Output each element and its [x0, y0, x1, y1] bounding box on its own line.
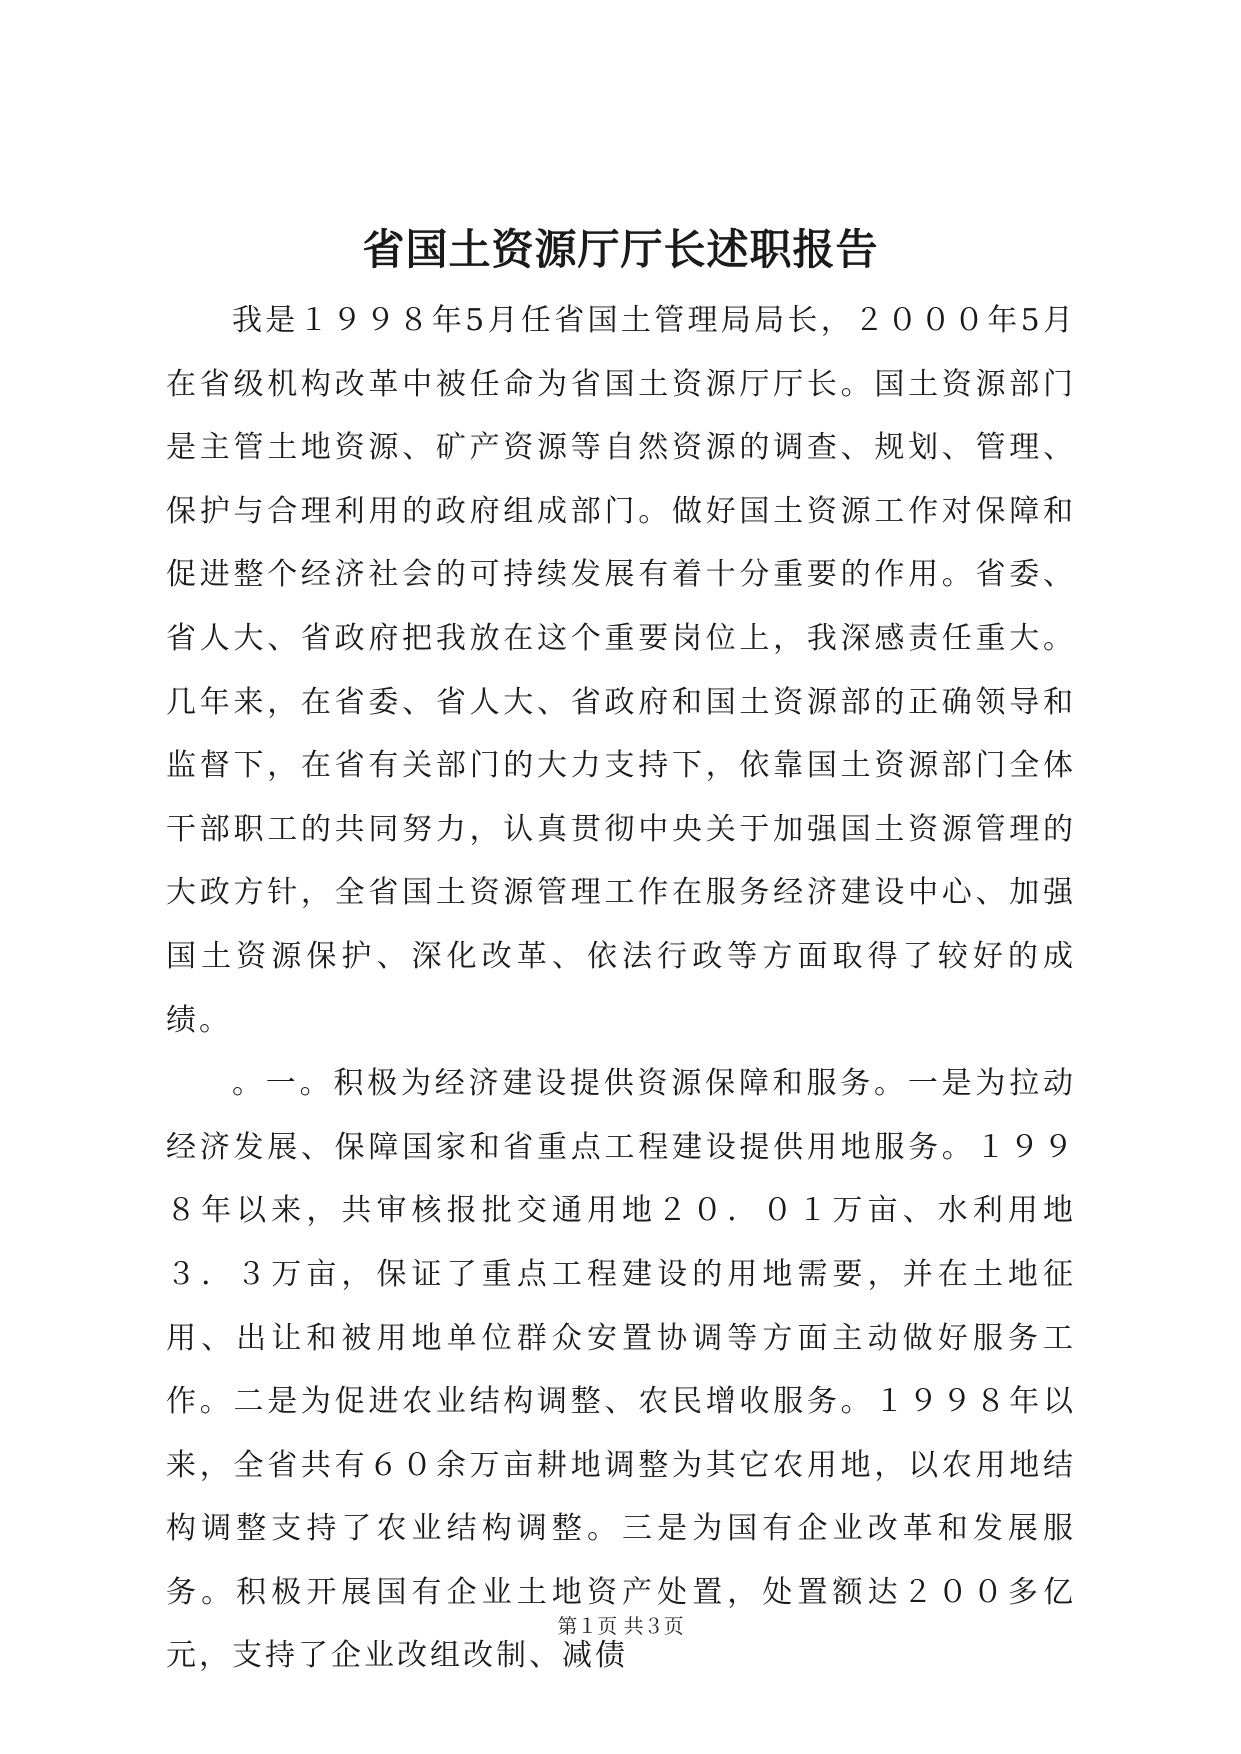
- paragraph-intro: 我是１９９８年5月任省国土管理局局长，２０００年5月在省级机构改革中被任命为省国土资源厅厅长。国土资源部门是主管土地资源、矿产资源等自然资源的调查、规划、管理、保护与合理利用的政府组成部门。做好国土资源工作对保障和促进整个经济社会的可持续发展有着十分重要的作用。省委、省人大、省政府把我放在这个重要岗位上，我深感责任重大。几年来，在省委、省人大、省政府和国土资源部的正确领导和监督下，在省有关部门的大力支持下，依靠国土资源部门全体干部职工的共同努力，认真贯彻中央关于加强国土资源管理的大政方针，全省国土资源管理工作在服务经济建设中心、加强国土资源保护、深化改革、依法行政等方面取得了较好的成绩。: [166, 303, 1076, 1038]
- paragraph-section-one: 。一。积极为经济建设提供资源保障和服务。一是为拉动经济发展、保障国家和省重点工程建设提供用地服务。１９９８年以来，共审核报批交通用地２０．０１万亩、水利用地３．３万亩，保证了重点工程建设的用地需要，并在土地征用、出让和被用地单位群众安置协调等方面主动做好服务工作。二是为促进农业结构调整、农民增收服务。１９９８年以来，全省共有６０余万亩耕地调整为其它农用地，以农用地结构调整支持了农业结构调整。三是为国有企业改革和发展服务。积极开展国有企业土地资产处置，处置额达２００多亿元，支持了企业改组改制、减债: [166, 1066, 1076, 1674]
- page-footer: 第１页 共３页: [557, 1614, 684, 1638]
- document-title: 省国土资源厅厅长述职报告: [362, 225, 879, 274]
- document-body: [166, 289, 1076, 1688]
